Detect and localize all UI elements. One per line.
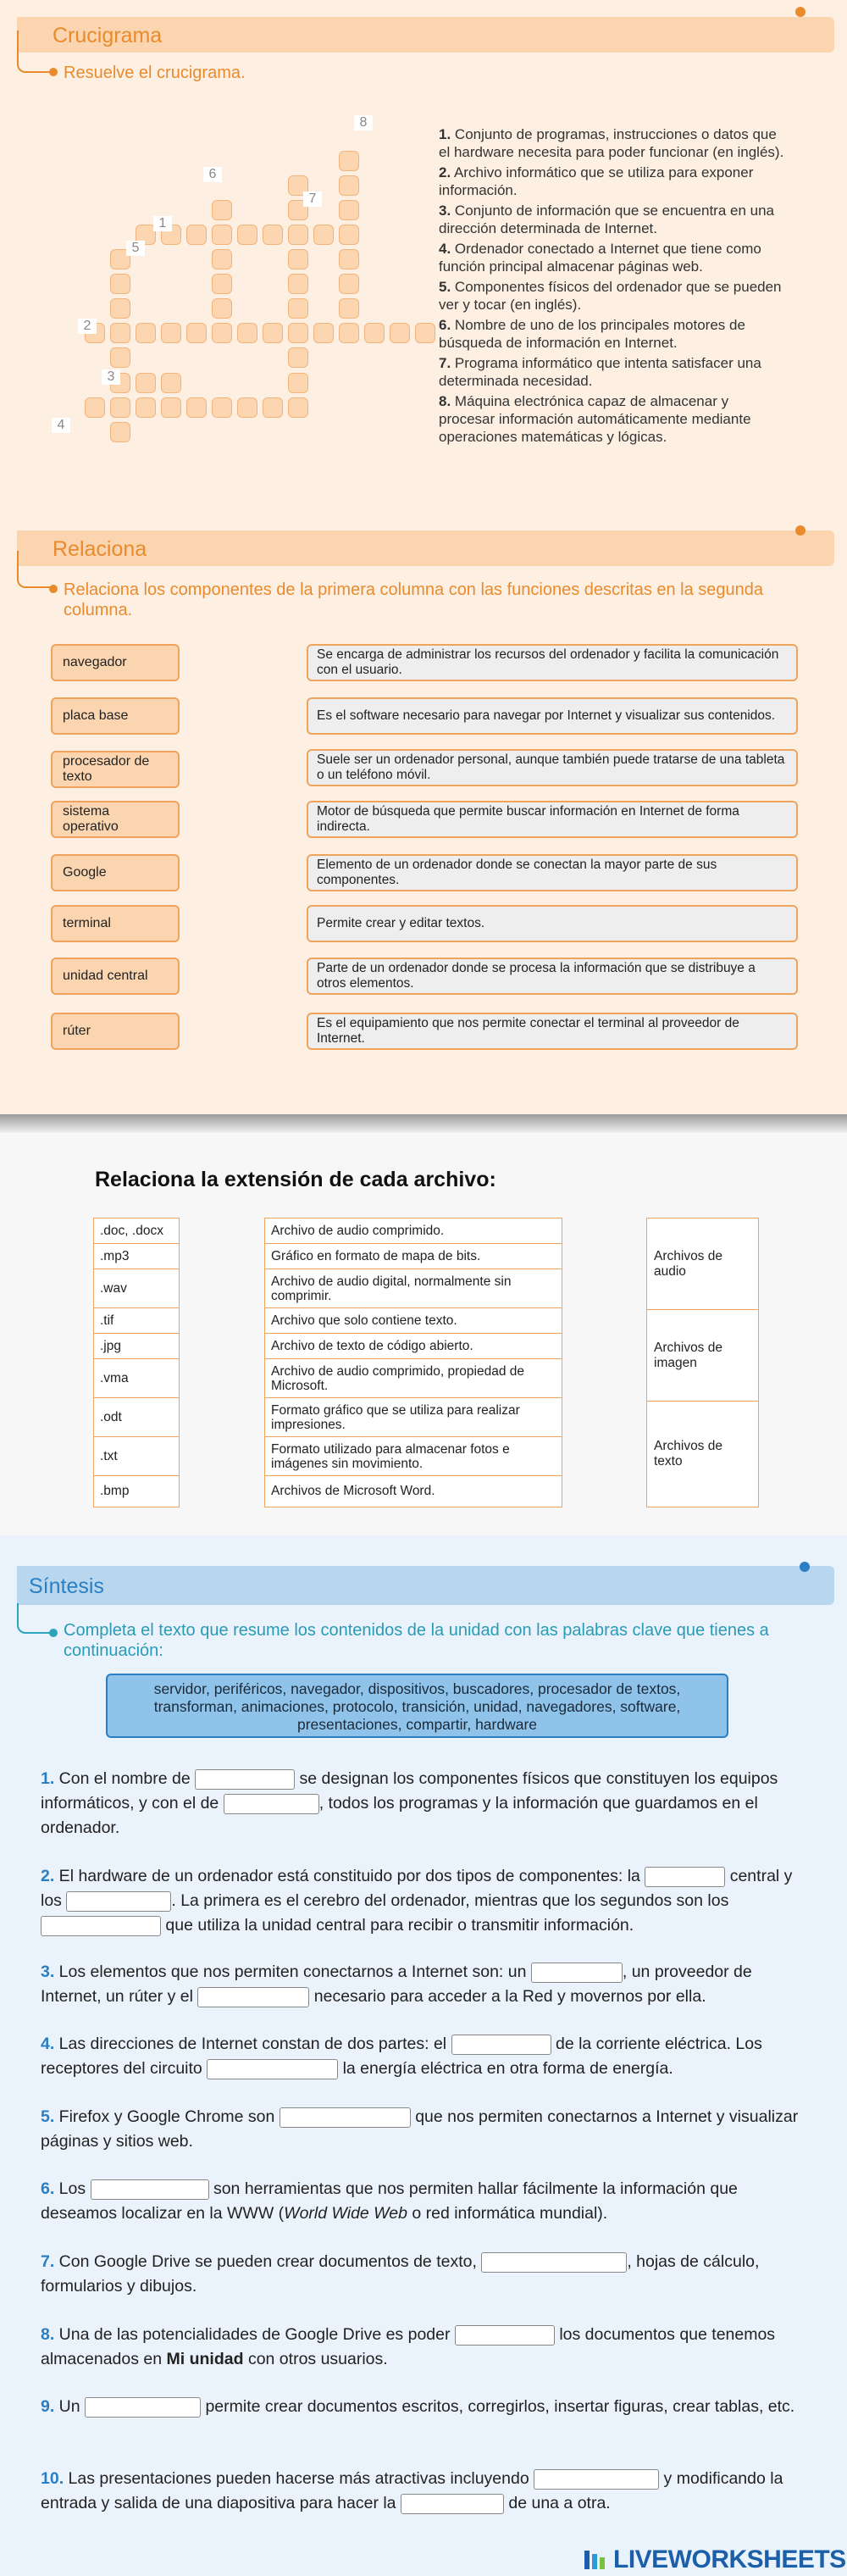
question-8: 8. Una de las potencialidades de Google Drive es poder los documentos que tenemos almacenados en Mi unidad con otros usuarios.	[41, 2325, 776, 2368]
crossword-clue-number: 3	[102, 369, 120, 385]
crossword-clue-number: 2	[78, 319, 97, 334]
extension-column	[93, 1218, 180, 1507]
crossword-cell[interactable]	[237, 323, 257, 343]
crossword-cell[interactable]	[136, 323, 156, 343]
relate-left-item[interactable]: Google	[51, 854, 180, 891]
crossword-clue-number: 7	[303, 192, 322, 207]
clue-8: 8. Máquina electrónica capaz de almacenar y procesar información automáticamente mediante operaciones matemáticas y lógicas.	[439, 393, 751, 445]
crossword-cell[interactable]	[288, 249, 308, 269]
extension-cell[interactable]: .mp3	[94, 1244, 179, 1269]
answer-blank[interactable]	[451, 2035, 551, 2055]
relate-right-item[interactable]: Elemento de un ordenador donde se conectan la mayor parte de sus componentes.	[307, 854, 798, 891]
question-5: 5. Firefox y Google Chrome son que nos permiten conectarnos a Internet y visualizar páginas y sitios web.	[41, 2107, 799, 2151]
extensiones-title: Relaciona la extensión de cada archivo:	[95, 1168, 496, 1191]
relate-right-item[interactable]: Es el software necesario para navegar por Internet y visualizar sus contenidos.	[307, 697, 798, 735]
relate-left-item[interactable]: rúter	[51, 1013, 180, 1050]
sintesis-header	[17, 1566, 834, 1605]
clue-6: 6. Nombre de uno de los principales motores de búsqueda de información en Internet.	[439, 317, 745, 351]
crossword-clue-number: 1	[153, 216, 172, 231]
description-cell[interactable]: Archivo de audio comprimido.	[265, 1219, 562, 1244]
crossword-clue-number: 4	[52, 418, 70, 433]
relate-left-item[interactable]: placa base	[51, 697, 180, 735]
question-9: 9. Un permite crear documentos escritos, corregirlos, insertar figuras, crear tablas, etc.	[41, 2397, 795, 2416]
header-connector-line	[17, 1603, 53, 1634]
question-10: 10. Las presentaciones pueden hacerse más atractivas incluyendo y modificando la entrada y salida de una diapositiva para hacer la de una a otra.	[41, 2469, 783, 2512]
keyword-box: servidor, periféricos, navegador, dispositivos, buscadores, procesador de textos, transforman, animaciones, protocolo, transición, unidad, navegadores, software, presentaciones, compartir, hardware	[106, 1674, 728, 1738]
instruction-bullet	[49, 585, 58, 593]
crossword-cell[interactable]	[237, 397, 257, 418]
answer-blank[interactable]	[224, 1794, 319, 1814]
category-column	[646, 1218, 759, 1507]
crossword-cell[interactable]	[212, 397, 232, 418]
crossword-cell[interactable]	[212, 323, 232, 343]
crossword-cell[interactable]	[263, 225, 283, 245]
relate-left-item[interactable]: navegador	[51, 644, 180, 681]
crossword-cell[interactable]	[161, 397, 181, 418]
crossword-cell[interactable]	[212, 274, 232, 294]
description-column	[264, 1218, 562, 1507]
answer-blank[interactable]	[91, 2179, 209, 2200]
question-2: 2. El hardware de un ordenador está constituido por dos tipos de componentes: la central y los . La primera es el cerebro del ordenador, mientras que los segundos son los que utiliza la unidad central para recibir o transmitir información.	[41, 1867, 793, 1935]
description-cell[interactable]: Archivo de audio comprimido, propiedad de Microsoft.	[265, 1359, 562, 1398]
description-cell[interactable]: Gráfico en formato de mapa de bits.	[265, 1244, 562, 1269]
header-dot	[800, 1562, 810, 1572]
crossword-cell[interactable]	[288, 397, 308, 418]
question-1: 1. Con el nombre de se designan los componentes físicos que constituyen los equipos informáticos, y con el de , todos los programas y la información que guardamos en el ordenador.	[41, 1769, 778, 1837]
instruction-bullet	[49, 1629, 58, 1637]
answer-blank[interactable]	[197, 1987, 309, 2007]
description-cell[interactable]: Archivos de Microsoft Word.	[271, 1484, 435, 1498]
crossword-cell[interactable]	[288, 373, 308, 393]
crossword-clue-number: 8	[354, 115, 373, 130]
relate-right-item[interactable]: Parte de un ordenador donde se procesa la información que se distribuye a otros elementos.	[307, 958, 798, 995]
answer-blank[interactable]	[85, 2397, 201, 2418]
answer-blank[interactable]	[66, 1891, 171, 1912]
clue-7: 7. Programa informático que intenta satisfacer una determinada necesidad.	[439, 355, 761, 389]
relate-right-item[interactable]: Motor de búsqueda que permite buscar información en Internet de forma indirecta.	[307, 801, 798, 838]
crossword-cell[interactable]	[263, 323, 283, 343]
crossword-clue-number: 5	[126, 241, 145, 256]
crossword-cell[interactable]	[288, 323, 308, 343]
crossword-cell[interactable]	[313, 225, 334, 245]
crossword-cell[interactable]	[110, 397, 130, 418]
extension-cell[interactable]: .odt	[94, 1398, 179, 1437]
crossword-cell[interactable]	[263, 397, 283, 418]
answer-blank[interactable]	[41, 1916, 161, 1936]
clue-5: 5. Componentes físicos del ordenador que se pueden ver y tocar (en inglés).	[439, 279, 782, 313]
relate-left-item[interactable]: sistema operativo	[51, 801, 180, 838]
crossword-cell[interactable]	[212, 200, 232, 220]
question-7: 7. Con Google Drive se pueden crear documentos de texto, , hojas de cálculo, formularios y dibujos.	[41, 2252, 760, 2296]
answer-blank[interactable]	[455, 2325, 555, 2346]
instruction-bullet	[49, 68, 58, 76]
question-3: 3. Los elementos que nos permiten conectarnos a Internet son: un , un proveedor de Internet, un rúter y el necesario para acceder a la Red y movernos por ella.	[41, 1963, 752, 2006]
answer-blank[interactable]	[195, 1769, 295, 1790]
crossword-clues	[439, 125, 786, 448]
crossword-cell[interactable]	[288, 298, 308, 319]
crossword-cell[interactable]	[313, 323, 334, 343]
crossword-cell[interactable]	[110, 298, 130, 319]
clue-1: 1. Conjunto de programas, instrucciones o datos que el hardware necesita para poder funcionar (en inglés).	[439, 126, 784, 160]
relate-right-item[interactable]: Es el equipamiento que nos permite conectar el terminal al proveedor de Internet.	[307, 1013, 798, 1050]
crucigrama-header	[17, 17, 834, 53]
crossword-cell[interactable]	[339, 151, 359, 171]
crossword-cell[interactable]	[339, 323, 359, 343]
question-4: 4. Las direcciones de Internet constan de dos partes: el de la corriente eléctrica. Los receptores del circuito la energía eléctrica en otra forma de energía.	[41, 2035, 762, 2078]
header-connector-line	[17, 31, 53, 73]
extension-cell[interactable]: .bmp	[100, 1484, 130, 1498]
crossword-cell[interactable]	[339, 200, 359, 220]
crucigrama-instruction: Resuelve el crucigrama.	[64, 64, 246, 82]
crossword-cell[interactable]	[339, 298, 359, 319]
crossword-cell[interactable]	[85, 397, 105, 418]
extension-cell[interactable]: .tif	[94, 1308, 179, 1334]
header-dot	[795, 525, 805, 536]
section-divider-shadow	[0, 1114, 847, 1133]
header-connector-line	[17, 551, 53, 588]
relate-left-item[interactable]: procesador de texto	[51, 751, 180, 788]
extension-cell[interactable]: .txt	[94, 1437, 179, 1476]
liveworksheets-logo-icon	[583, 2547, 608, 2571]
category-cell[interactable]: Archivos de audio	[647, 1219, 758, 1310]
crossword-cell[interactable]	[415, 323, 435, 343]
description-cell[interactable]: Formato utilizado para almacenar fotos e imágenes sin movimiento.	[265, 1437, 562, 1476]
crossword-cell[interactable]	[161, 323, 181, 343]
category-cell[interactable]: Archivos de texto	[654, 1438, 722, 1468]
relate-left-item[interactable]: unidad central	[51, 958, 180, 995]
crossword-cell[interactable]	[136, 373, 156, 393]
relate-right-item[interactable]: Se encarga de administrar los recursos del ordenador y facilita la comunicación con el usuario.	[307, 644, 798, 681]
crossword-cell[interactable]	[186, 397, 207, 418]
answer-blank[interactable]	[207, 2059, 338, 2079]
answer-blank[interactable]	[645, 1867, 725, 1887]
crossword-cell[interactable]	[339, 225, 359, 245]
clue-4: 4. Ordenador conectado a Internet que tiene como función principal almacenar páginas web.	[439, 241, 761, 275]
crossword-cell[interactable]	[339, 274, 359, 294]
crossword-cell[interactable]	[288, 347, 308, 368]
crossword-cell[interactable]	[339, 249, 359, 269]
relaciona-instruction: Relaciona los componentes de la primera columna con las funciones descritas en la segunda columna.	[64, 580, 764, 619]
crossword-cell[interactable]	[161, 373, 181, 393]
crossword-cell[interactable]	[237, 225, 257, 245]
crossword-cell[interactable]	[339, 175, 359, 196]
crossword-cell[interactable]	[110, 347, 130, 368]
crossword-cell[interactable]	[186, 225, 207, 245]
description-cell[interactable]: Archivo de audio digital, normalmente sin comprimir.	[265, 1269, 562, 1308]
sintesis-instruction: Completa el texto que resume los contenidos de la unidad con las palabras clave que tienes a continuación:	[64, 1621, 769, 1660]
crossword-clue-number: 6	[203, 167, 222, 182]
extension-cell[interactable]: .jpg	[94, 1334, 179, 1359]
clue-2: 2. Archivo informático que se utiliza para exponer información.	[439, 164, 754, 198]
crossword-cell[interactable]	[212, 225, 232, 245]
crossword-cell[interactable]	[110, 323, 130, 343]
question-6: 6. Los son herramientas que nos permiten hallar fácilmente la información que deseamos localizar en la WWW (World Wide Web o red informática mundial).	[41, 2179, 738, 2223]
answer-blank[interactable]	[280, 2107, 411, 2128]
description-cell[interactable]: Archivo de texto de código abierto.	[265, 1334, 562, 1359]
crossword-cell[interactable]	[136, 397, 156, 418]
extension-cell[interactable]: .vma	[94, 1359, 179, 1398]
crossword-cell[interactable]	[364, 323, 385, 343]
description-cell[interactable]: Formato gráfico que se utiliza para realizar impresiones.	[265, 1398, 562, 1437]
answer-blank[interactable]	[401, 2494, 504, 2514]
extension-cell[interactable]: .wav	[94, 1269, 179, 1308]
crossword-cell[interactable]	[212, 298, 232, 319]
relate-right-item[interactable]: Suele ser un ordenador personal, aunque también puede tratarse de una tableta o un teléfono móvil.	[307, 749, 798, 786]
liveworksheets-logo: LIVEWORKSHEETS	[613, 2545, 846, 2573]
answer-blank[interactable]	[534, 2469, 659, 2490]
crossword-cell[interactable]	[110, 422, 130, 442]
relaciona-title: Relaciona	[53, 537, 147, 561]
answer-blank[interactable]	[531, 1963, 623, 1983]
crossword-cell[interactable]	[390, 323, 410, 343]
description-cell[interactable]: Archivo que solo contiene texto.	[265, 1308, 562, 1334]
crossword-cell[interactable]	[186, 323, 207, 343]
clue-3: 3. Conjunto de información que se encuentra en una dirección determinada de Internet.	[439, 203, 775, 236]
relate-left-item[interactable]: terminal	[51, 905, 180, 942]
crossword-cell[interactable]	[288, 274, 308, 294]
crossword-cell[interactable]	[288, 225, 308, 245]
relate-right-item[interactable]: Permite crear y editar textos.	[307, 905, 798, 942]
crossword-cell[interactable]	[212, 249, 232, 269]
answer-blank[interactable]	[481, 2252, 627, 2273]
sintesis-title: Síntesis	[29, 1574, 104, 1598]
extension-cell[interactable]: .doc, .docx	[94, 1219, 179, 1244]
header-dot	[795, 7, 805, 17]
crucigrama-title: Crucigrama	[53, 24, 163, 47]
category-cell[interactable]: Archivos de imagen	[647, 1310, 758, 1402]
crossword-cell[interactable]	[110, 274, 130, 294]
relaciona-header	[17, 530, 834, 566]
